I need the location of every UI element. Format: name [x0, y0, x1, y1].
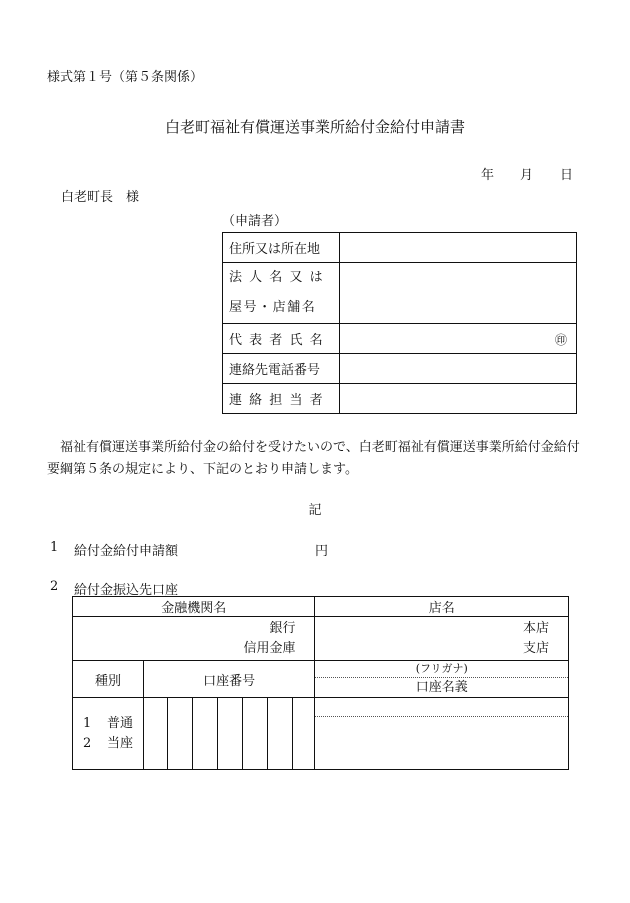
date-month: 月 [520, 168, 534, 183]
type-option-2-label: 当座 [107, 735, 134, 751]
label-representative: 代表者氏名 [223, 324, 340, 354]
bank-label: 銀行 [269, 620, 296, 636]
applicant-row-representative [223, 324, 577, 354]
account-name-header: 口座名義 [415, 680, 468, 695]
body-text [47, 437, 587, 481]
body-text-content: 福祉有償運送事業所給付金の給付を受けたいので、白老町福祉有償運送事業所給付金給付要綱第５条の規定により、下記のとおり申請します。 [47, 440, 580, 477]
address-field[interactable] [340, 233, 577, 263]
type-option-1[interactable] [83, 714, 143, 734]
account-name-furigana-field[interactable] [315, 698, 568, 717]
contact-person-field[interactable] [340, 384, 577, 414]
account-digit-3[interactable] [192, 698, 217, 770]
addressee: 白老町長 様 [61, 190, 140, 205]
branch-label: 支店 [522, 640, 549, 656]
account-number-header: 口座番号 [143, 661, 315, 698]
applicant-row-phone [223, 354, 577, 384]
account-name-field[interactable] [315, 698, 569, 770]
bank-account-table [72, 596, 569, 770]
institution-header: 金融機関名 [73, 597, 315, 617]
account-name-header-cell [315, 661, 569, 698]
label-corp-name-line2: 屋号・店舗名 [229, 300, 317, 315]
page-title: 白老町福祉有償運送事業所給付金給付申請書 [164, 118, 465, 136]
form-number: 様式第１号（第５条関係） [47, 70, 204, 85]
type-option-1-label: 普通 [107, 715, 134, 731]
item1-label: 給付金給付申請額 [74, 544, 179, 559]
head-office-label: 本店 [522, 620, 549, 636]
institution-field[interactable] [73, 617, 315, 661]
item1-number: 1 [50, 540, 59, 555]
account-digit-4[interactable] [217, 698, 242, 770]
account-header-row [73, 661, 569, 698]
bank-name-row [73, 617, 569, 661]
item2-number: 2 [50, 579, 59, 594]
label-corp-name [223, 263, 340, 324]
branch-field[interactable] [315, 617, 569, 661]
account-type-options [73, 698, 144, 770]
type-option-2[interactable] [83, 734, 143, 754]
label-address: 住所又は所在地 [223, 233, 340, 263]
account-digit-7[interactable] [292, 698, 315, 770]
phone-field[interactable] [340, 354, 577, 384]
label-contact-person: 連絡担当者 [223, 384, 340, 414]
label-phone: 連絡先電話番号 [223, 354, 340, 384]
branch-header: 店名 [315, 597, 569, 617]
applicant-table [222, 232, 577, 414]
account-digit-6[interactable] [267, 698, 292, 770]
label-corp-name-line1: 法人名又は [229, 270, 330, 285]
account-digit-1[interactable] [143, 698, 167, 770]
date-year: 年 [481, 168, 495, 183]
corp-name-field[interactable] [340, 263, 577, 324]
account-digit-5[interactable] [242, 698, 267, 770]
date-day: 日 [560, 168, 574, 183]
type-option-1-number: 1 [83, 715, 92, 731]
applicant-row-contact [223, 384, 577, 414]
type-header: 種別 [73, 661, 144, 698]
ki-heading: 記 [308, 503, 322, 518]
applicant-row-address [223, 233, 577, 263]
account-body-row [73, 698, 569, 770]
applicant-row-corp-name [223, 263, 577, 324]
representative-field[interactable] [340, 324, 577, 354]
applicant-heading: （申請者） [222, 214, 288, 229]
credit-union-label: 信用金庫 [243, 640, 296, 656]
account-digit-2[interactable] [167, 698, 192, 770]
bank-header-row [73, 597, 569, 617]
furigana-label: (フリガナ) [315, 661, 568, 678]
item2-label: 給付金振込先口座 [74, 583, 179, 598]
item1-unit: 円 [315, 544, 329, 559]
type-option-2-number: 2 [83, 735, 92, 751]
seal-mark: ㊞ [554, 333, 567, 347]
